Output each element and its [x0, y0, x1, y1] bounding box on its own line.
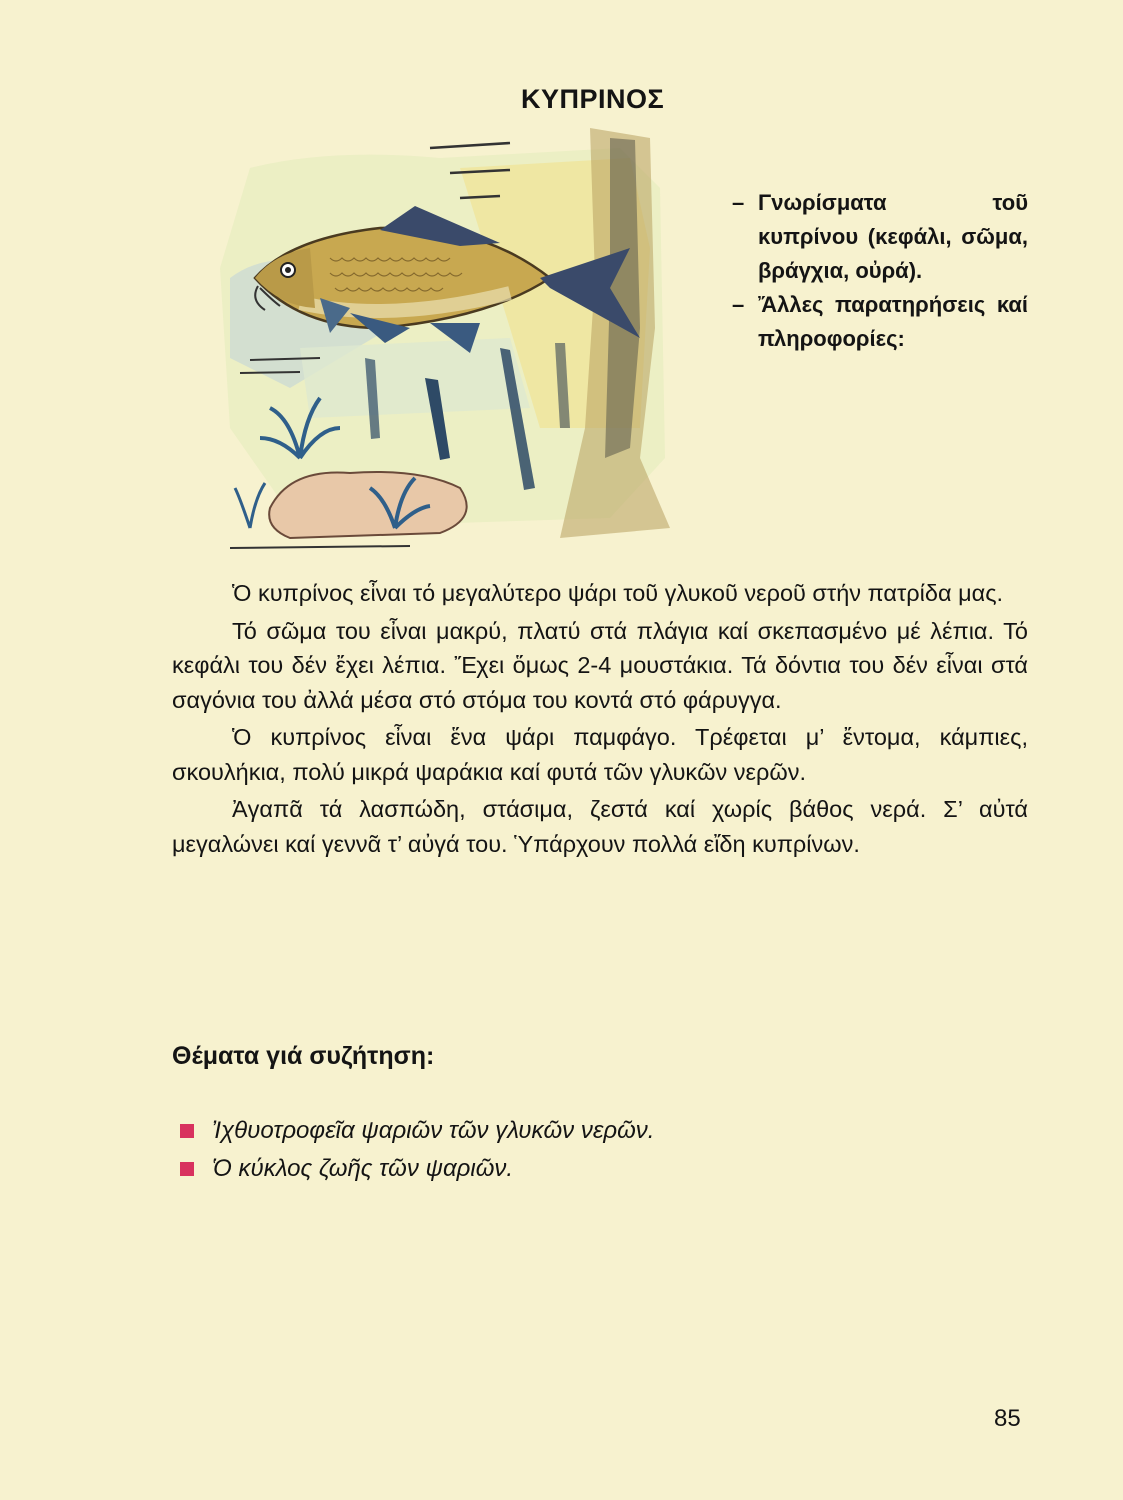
note-text: Ἄλλες παρατηρήσεις καί πληροφορίες: — [758, 292, 1028, 351]
side-note — [732, 186, 1028, 288]
list-item — [180, 1112, 654, 1150]
topic-text: Ἰχθυοτροφεῖα ψαριῶν τῶν γλυκῶν νερῶν. — [212, 1117, 655, 1144]
topic-text: Ὁ κύκλος ζωῆς τῶν ψαριῶν. — [212, 1155, 514, 1182]
side-note — [732, 288, 1028, 356]
note-text: Γνωρίσματα τοῦ κυπρίνου (κεφάλι, σῶμα, βράγχια, οὐρά). — [758, 190, 1028, 283]
square-bullet-icon — [180, 1124, 194, 1138]
note-dash: – — [732, 292, 745, 317]
paragraph: Ὁ κυπρίνος εἶναι ἕνα ψάρι παμφάγο. Τρέφεται μ’ ἔντομα, κάμπιες, σκουλήκια, πολύ μικρά ψαράκια καί φυτά τῶν γλυκῶν νερῶν. — [172, 724, 1028, 785]
carp-illustration — [210, 128, 690, 560]
topics-heading: Θέματα γιά συζήτηση: — [172, 1042, 435, 1070]
paragraph: Ὁ κυπρίνος εἶναι τό μεγαλύτερο ψάρι τοῦ γλυκοῦ νεροῦ στήν πατρίδα μας. — [232, 580, 1004, 606]
paragraph: Τό σῶμα του εἶναι μακρύ, πλατύ στά πλάγια καί σκεπασμένο μέ λέπια. Τό κεφάλι του δέν ἔχει λέπια. Ἔχει ὅμως 2-4 μουστάκια. Τά δόντια του δέν εἶναι στά σαγόνια του ἀλλά μέσα στό στόμα του κοντά στό φάρυγγα. — [172, 617, 1028, 713]
topics-list — [180, 1112, 654, 1188]
paragraph: Ἀγαπᾶ τά λασπώδη, στάσιμα, ζεστά καί χωρίς βάθος νερά. Σ’ αὐτά μεγαλώνει καί γεννᾶ τ’ αὐγά του. Ὑπάρχουν πολλά εἴδη κυπρίνων. — [172, 796, 1028, 857]
body-text — [172, 576, 1028, 864]
note-dash: – — [732, 190, 745, 215]
side-notes — [732, 186, 1028, 356]
list-item — [180, 1150, 654, 1188]
page-number: 85 — [994, 1405, 1021, 1432]
page-title: ΚΥΠΡΙΝΟΣ — [521, 84, 665, 114]
square-bullet-icon — [180, 1162, 194, 1176]
